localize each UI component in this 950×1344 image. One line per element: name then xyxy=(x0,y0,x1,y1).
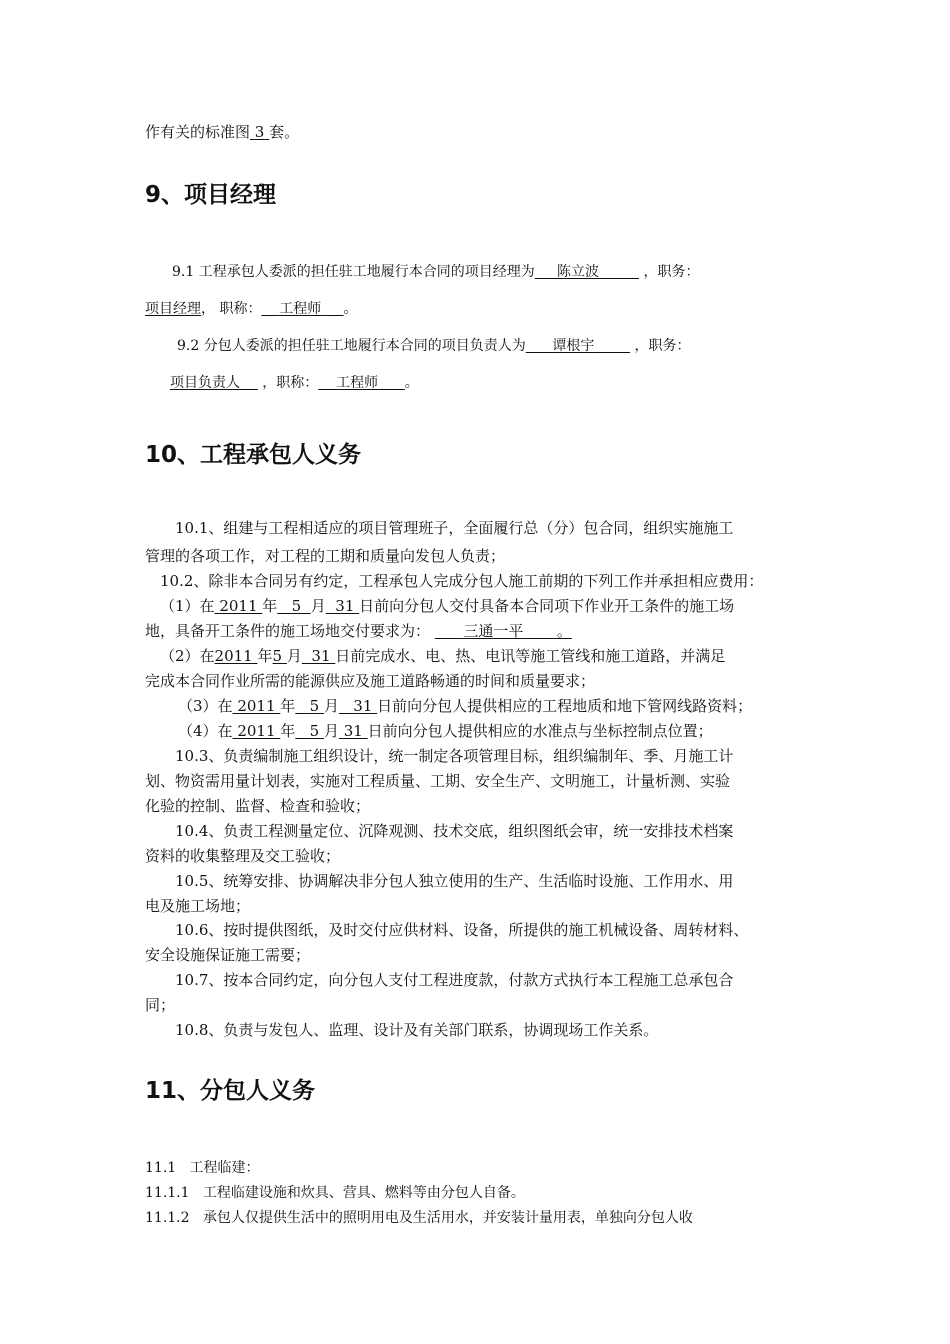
clause-10-4-l1: 10.4、负责工程测量定位、沉降观测、技术交底，组织图纸会审，统一安排技术档案 xyxy=(175,822,734,840)
clause-10-5-l1: 10.5、统筹安排、协调解决非分包人独立使用的生产、生活临时设施、工作用水、用 xyxy=(175,872,734,890)
clause-9-1: 9.1 工程承包人委派的担任驻工地履行本合同的项目经理为 陈立波 ，职务： xyxy=(172,264,700,280)
item-4-month: 5 xyxy=(309,722,320,740)
intro-line xyxy=(145,122,299,142)
project-leader-name: 谭根宇 xyxy=(552,338,595,354)
project-manager-position: 项目经理 xyxy=(145,301,201,317)
clause-10-2: 10.2、除非本合同另有约定，工程承包人完成分包人施工前期的下列工作并承担相应费用： xyxy=(160,572,764,590)
clause-10-7-l1: 10.7、按本合同约定，向分包人支付工程进度款，付款方式执行本工程施工总承包合 xyxy=(175,971,734,989)
item-2-l1: （2）在2011 年5 月 31 日前完成水、电、热、电讯等施工管线和施工道路，并满足 xyxy=(160,647,726,665)
drawing-count: 3 xyxy=(254,123,265,141)
item-1-day: 31 xyxy=(335,597,355,615)
item-3-year: 2011 xyxy=(237,697,276,715)
item-1-l2: 地，具备开工条件的施工场地交付要求为： 三通一平 。 xyxy=(145,622,572,640)
clause-9-2-cont: 项目负责人 ，职称： 工程师 。 xyxy=(170,375,419,391)
item-2-year: 2011 xyxy=(214,647,253,665)
clause-10-4-l2: 资料的收集整理及交工验收； xyxy=(145,847,341,865)
project-manager-title: 工程师 xyxy=(279,301,322,317)
section-10-heading: 10、工程承包人义务 xyxy=(145,442,362,468)
clause-10-6-l1: 10.6、按时提供图纸，及时交付应供材料、设备，所提供的施工机械设备、周转材料、 xyxy=(175,921,749,939)
clause-10-3-l1: 10.3、负责编制施工组织设计，统一制定各项管理目标，组织编制年、季、月施工计 xyxy=(175,747,734,765)
clause-11-1: 11.1 工程临建： xyxy=(145,1160,260,1176)
item-2-day: 31 xyxy=(311,647,331,665)
section-9-heading: 9、项目经理 xyxy=(145,182,277,208)
clause-10-5-l2: 电及施工场地； xyxy=(145,897,251,915)
clause-10-3-l3: 化验的控制、监督、检查和验收； xyxy=(145,797,371,815)
item-3: （3）在 2011 年 5 月 31 日前向分包人提供相应的工程地质和地下管网线路资料； xyxy=(178,697,753,715)
item-4: （4）在 2011 年 5 月 31 日前向分包人提供相应的水准点与坐标控制点位置； xyxy=(178,722,713,740)
item-3-month: 5 xyxy=(309,697,320,715)
item-3-day: 31 xyxy=(353,697,373,715)
intro-text-end: 套。 xyxy=(269,123,300,141)
item-2-month: 5 xyxy=(272,647,283,665)
clause-10-3-l2: 划、物资需用量计划表，实施对工程质量、工期、安全生产、文明施工，计量析测、实验 xyxy=(145,772,731,790)
site-requirement: 三通一平 。 xyxy=(463,622,572,640)
item-1-year: 2011 xyxy=(219,597,258,615)
clause-9-2: 9.2 分包人委派的担任驻工地履行本合同的项目负责人为 谭根宇 ，职务： xyxy=(177,338,691,354)
clause-11-1-2: 11.1.2 承包人仅提供生活中的照明用电及生活用水，并安装计量用表，单独向分包人收 xyxy=(145,1210,693,1226)
item-1-l1: （1）在 2011 年 5 月 31 日前向分包人交付具备本合同项下作业开工条件的施工场 xyxy=(160,597,735,615)
item-4-day: 31 xyxy=(343,722,363,740)
clause-10-7-l2: 同； xyxy=(145,996,176,1014)
clause-11-1-1: 11.1.1 工程临建设施和炊具、营具、燃料等由分包人自备。 xyxy=(145,1185,525,1201)
item-1-month: 5 xyxy=(291,597,302,615)
clause-10-1-l1: 10.1、组建与工程相适应的项目管理班子，全面履行总（分）包合同，组织实施施工 xyxy=(175,519,734,537)
project-leader-title: 工程师 xyxy=(336,375,379,391)
project-leader-position: 项目负责人 xyxy=(170,375,240,391)
item-4-year: 2011 xyxy=(237,722,276,740)
intro-text: 作有关的标准图 xyxy=(145,123,251,141)
project-manager-name: 陈立波 xyxy=(556,264,599,280)
clause-9-1-cont: 项目经理， 职称： 工程师 。 xyxy=(145,301,358,317)
item-2-l2: 完成本合同作业所需的能源供应及施工道路畅通的时间和质量要求； xyxy=(145,672,596,690)
section-11-heading: 11、分包人义务 xyxy=(145,1078,316,1104)
clause-10-1-l2: 管理的各项工作，对工程的工期和质量向发包人负责； xyxy=(145,547,506,565)
clause-10-6-l2: 安全设施保证施工需要； xyxy=(145,946,311,964)
clause-10-8: 10.8、负责与发包人、监理、设计及有关部门联系，协调现场工作关系。 xyxy=(175,1021,659,1039)
